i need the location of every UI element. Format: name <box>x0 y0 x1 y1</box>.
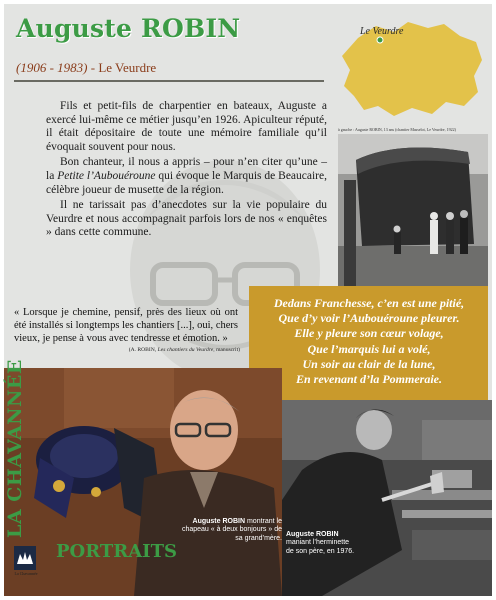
biography-text <box>46 100 327 242</box>
verse-line-6: En revenant d’la Pommeraie. <box>296 372 442 387</box>
verse-line-3: Elle y pleure son cœur volage, <box>294 326 444 341</box>
hat-caption-name: Auguste ROBIN <box>192 518 246 525</box>
department-map <box>336 16 486 120</box>
boatyard-archive-photo <box>338 134 488 294</box>
author-quote: « Lorsque je chemine, pensif, près des lieux où ont été installés si longtemps les chantiers [...], oui, chers vieux, je pense à vous avec tendresse et émotion. » <box>14 307 238 344</box>
quote-source-work: Les chantiers du Veurdre <box>157 347 214 353</box>
song-title: Petite l’Aubouéroune <box>57 169 156 182</box>
verse-line-4: Que l’marquis lui a volé, <box>307 341 431 356</box>
hat-photo-caption: Auguste ROBIN montrant le chapeau « à deux bonjours » de sa grand’mère. <box>181 518 282 542</box>
section-title: PORTRAITS <box>56 541 177 562</box>
verse-line-5: Un soir au clair de la lune, <box>302 356 436 371</box>
song-verse <box>252 296 486 387</box>
page-title: Auguste ROBIN <box>16 14 241 43</box>
verse-line-2: Que d’y voir l’Aubouéroune pleurer. <box>278 311 460 326</box>
series-title: LA CHAVANNÉE <box>4 359 26 538</box>
biography-paragraph-1: Fils et petit-fils de charpentier en bateaux, Auguste a exercé lui-même ce métier jusqu’en 1926. Apiculteur réputé, il était dépositaire de toute une mémoire familiale qu’il évoquait souvent pour nous. <box>46 100 327 153</box>
quote-source: (A. ROBIN, Les chantiers du Veurdre, manuscrit) <box>128 347 240 353</box>
life-years: (1906 - 1983) <box>16 60 88 75</box>
adze-photo-caption: Auguste ROBIN maniant l’herminette de son père, en 1976. <box>286 531 355 555</box>
archive-photo-caption: à gauche : Auguste ROBIN, 13 ans (chantier Masselot, Le Veurdre, 1922) <box>338 127 456 132</box>
biography-paragraph-2: Bon chanteur, il nous a appris – pour n’en citer qu’une – la Petite l’Aubouéroune qui évoque le Marquis de Beaucaire, célèbre joueur de musette de la région. <box>46 156 327 196</box>
subtitle <box>16 60 156 76</box>
title-divider <box>14 80 324 82</box>
adze-caption-name: Auguste ROBIN <box>286 531 339 538</box>
robin-adze-photo <box>282 400 492 596</box>
map-label: Le Veurdre <box>360 26 404 37</box>
publisher-logo-icon <box>14 546 36 570</box>
verse-line-1: Dedans Franchesse, c’en est une pitié, <box>273 296 465 310</box>
village-marker <box>377 37 383 43</box>
place-name: - Le Veurdre <box>87 60 157 75</box>
biography-paragraph-3: Il ne tarissait pas d’anecdotes sur la vie populaire du Veurdre et nous accompagnait parfois lors de nos « enquêtes » dans cette commune. <box>46 199 327 239</box>
publisher-logo-text: La Chavannée <box>14 571 38 576</box>
